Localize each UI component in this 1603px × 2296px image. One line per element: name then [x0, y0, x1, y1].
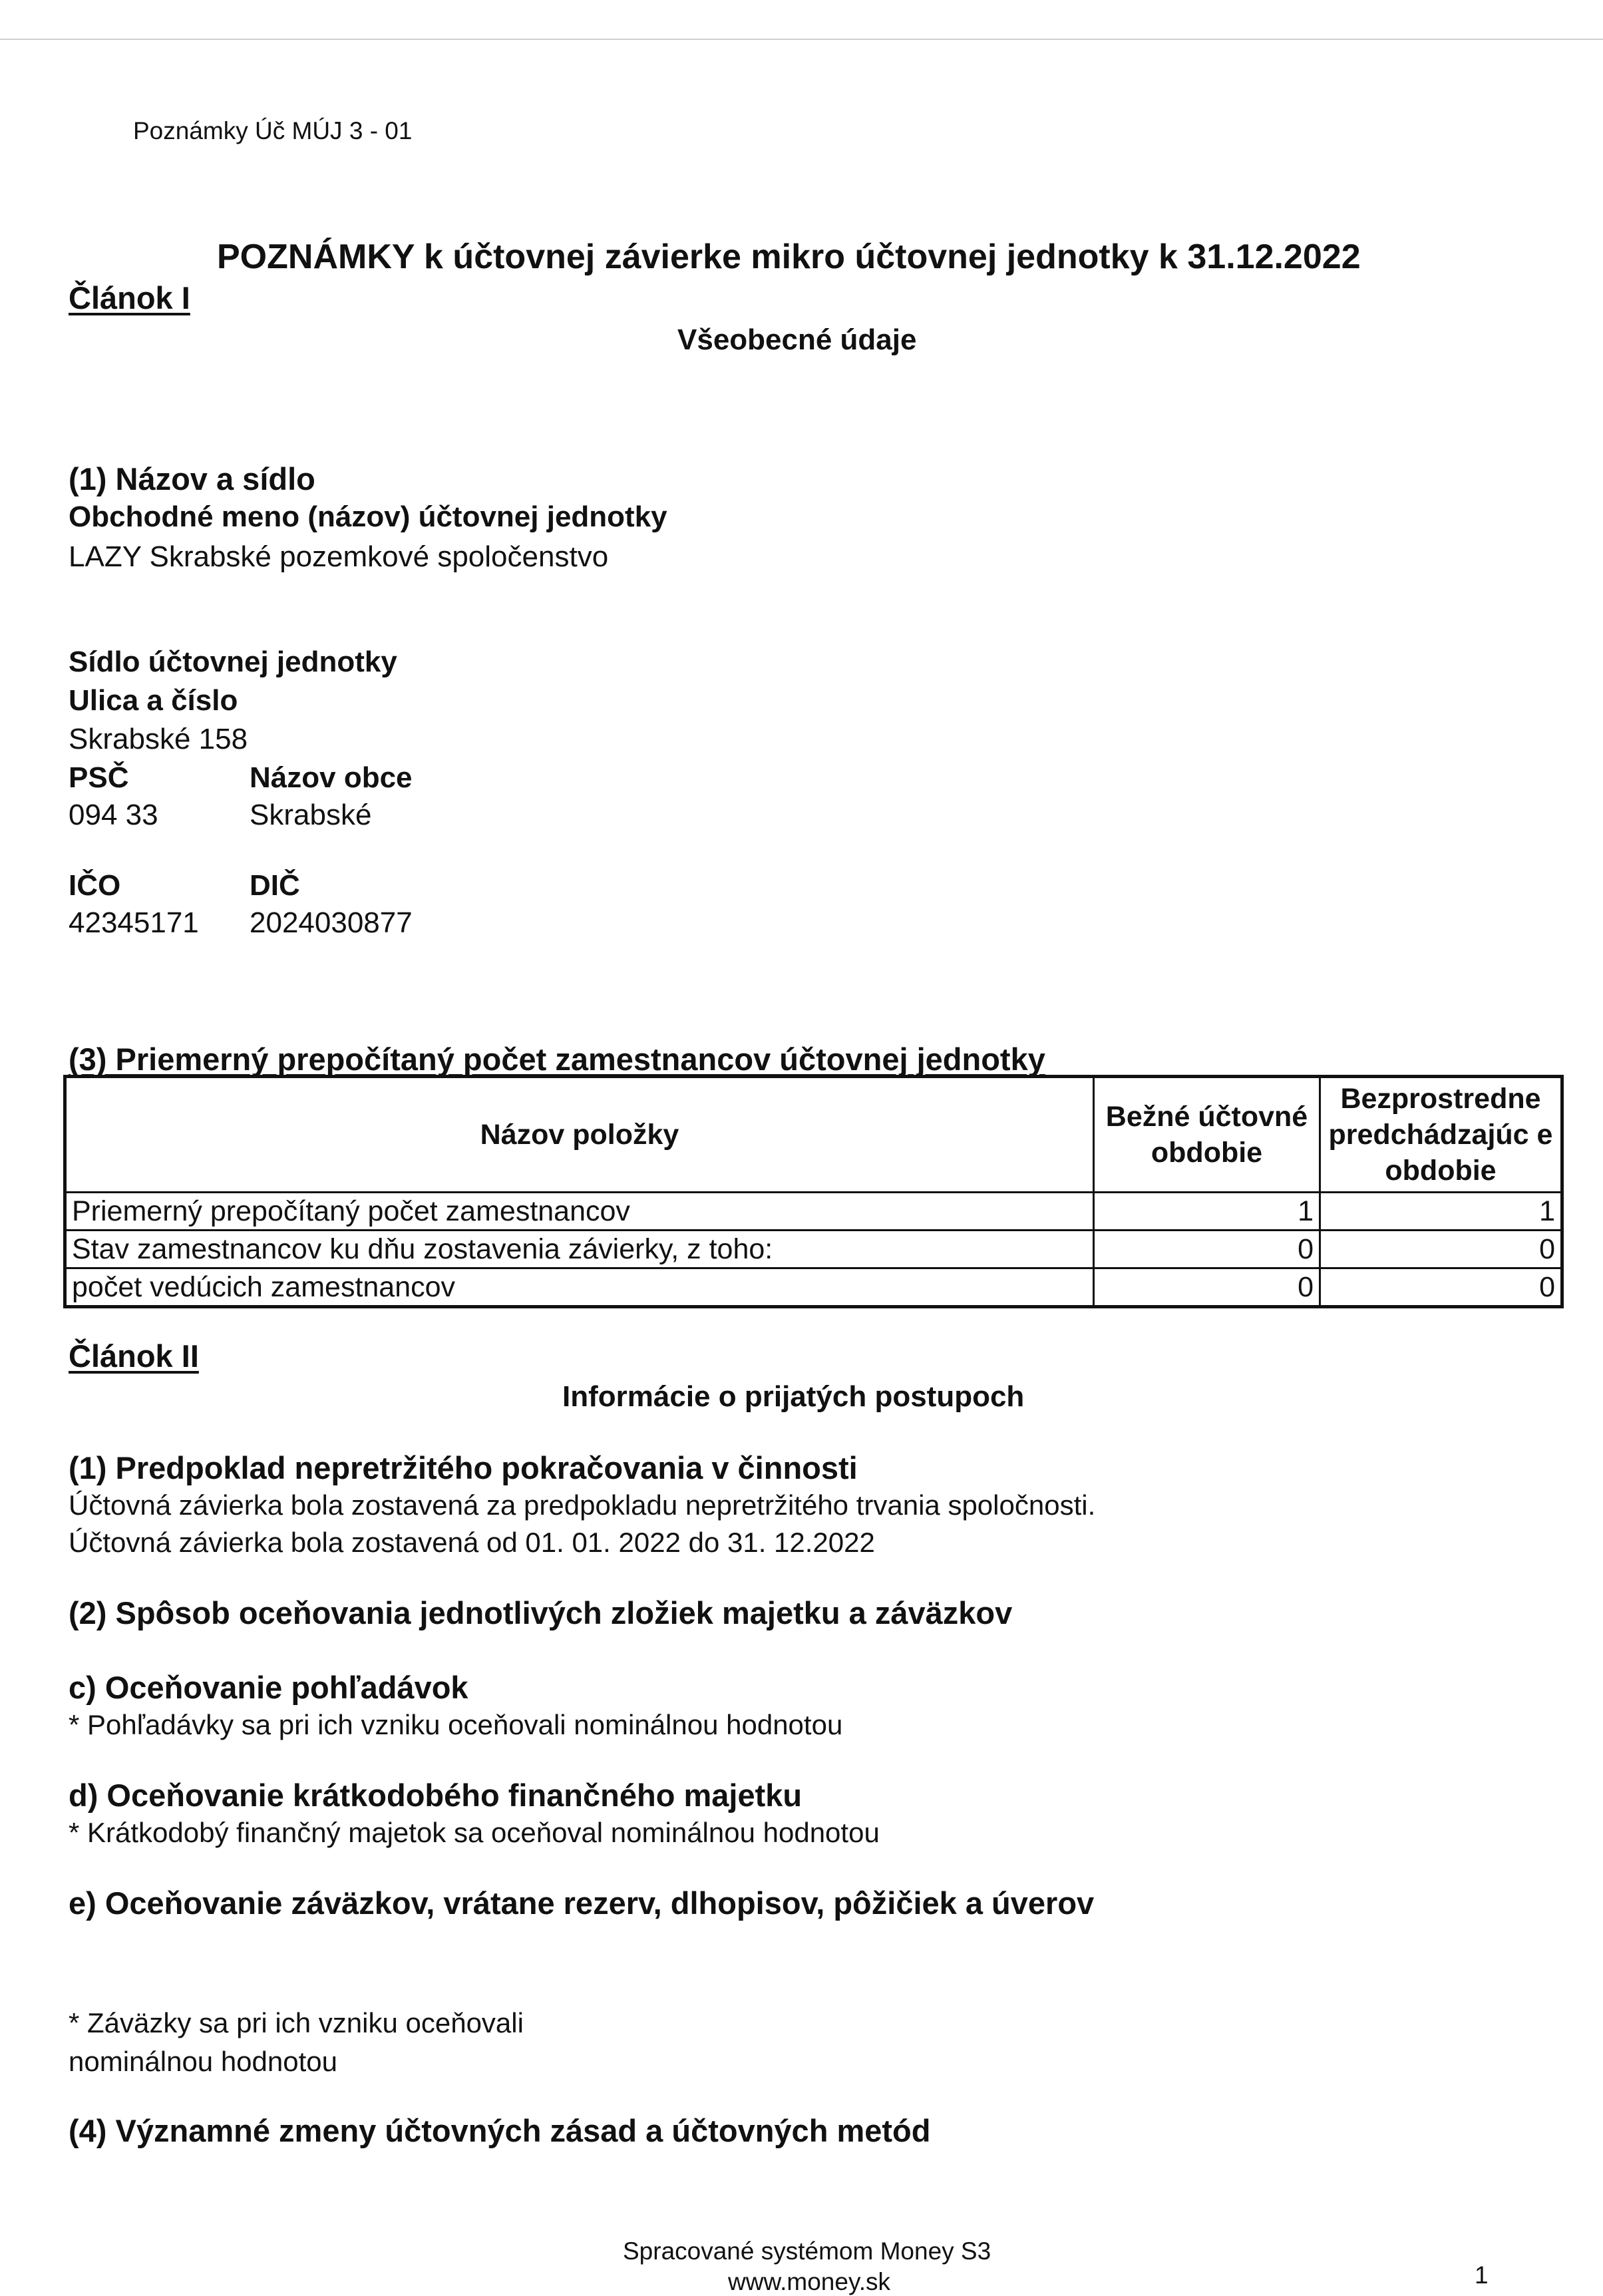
ico-label: IČO	[69, 869, 121, 902]
row-label: Priemerný prepočítaný počet zamestnancov	[65, 1193, 1094, 1231]
dic-label: DIČ	[250, 869, 300, 902]
going-concern-line-1: Účtovná závierka bola zostavená za predpokladu nepretržitého trvania spoločnosti.	[69, 1489, 1096, 1521]
column-header-previous-period: Bezprostredne predchádzajúc e obdobie	[1320, 1077, 1562, 1193]
table-row	[65, 1268, 1562, 1307]
receivables-text: * Pohľadávky sa pri ich vzniku oceňovali nominálnou hodnotou	[69, 1709, 843, 1740]
form-code: Poznámky Úč MÚJ 3 - 01	[133, 117, 413, 144]
valuation-title: (2) Spôsob oceňovania jednotlivých zložiek majetku a záväzkov	[69, 1595, 1013, 1630]
business-name-label: Obchodné meno (názov) účtovnej jednotky	[69, 500, 667, 533]
liabilities-text-1: * Záväzky sa pri ich vzniku oceňovali	[69, 2007, 524, 2038]
business-name-value: LAZY Skrabské pozemkové spoločenstvo	[69, 540, 609, 573]
street-value: Skrabské 158	[69, 723, 248, 755]
dic-value: 2024030877	[250, 906, 413, 939]
town-label: Názov obce	[250, 761, 413, 794]
seat-label: Sídlo účtovnej jednotky	[69, 646, 397, 678]
row-label: počet vedúcich zamestnancov	[65, 1268, 1094, 1307]
psc-label: PSČ	[69, 761, 129, 794]
footer-system: Spracované systémom Money S3	[623, 2237, 991, 2265]
column-header-item: Názov položky	[65, 1077, 1094, 1193]
column-header-current-period: Bežné účtovné obdobie	[1094, 1077, 1320, 1193]
town-value: Skrabské	[250, 799, 372, 831]
row-previous-value: 0	[1320, 1268, 1562, 1307]
table-header-row	[65, 1077, 1562, 1193]
policy-changes-title: (4) Významné zmeny účtovných zásad a účtovných metód	[69, 2113, 931, 2148]
row-current-value: 0	[1094, 1268, 1320, 1307]
document-title: POZNÁMKY k účtovnej závierke mikro účtovnej jednotky k 31.12.2022	[217, 238, 1361, 276]
table-row	[65, 1231, 1562, 1268]
financial-assets-title: d) Oceňovanie krátkodobého finančného majetku	[69, 1778, 802, 1813]
street-label: Ulica a číslo	[69, 684, 238, 717]
row-previous-value: 1	[1320, 1193, 1562, 1231]
psc-value: 094 33	[69, 799, 158, 831]
liabilities-text-2: nominálnou hodnotou	[69, 2046, 338, 2077]
going-concern-title: (1) Predpoklad nepretržitého pokračovania v činnosti	[69, 1450, 858, 1485]
row-previous-value: 0	[1320, 1231, 1562, 1268]
row-current-value: 0	[1094, 1231, 1320, 1268]
article-2-heading: Informácie o prijatých postupoch	[562, 1380, 1025, 1413]
table-row	[65, 1193, 1562, 1231]
going-concern-line-2: Účtovná závierka bola zostavená od 01. 01. 2022 do 31. 12.2022	[69, 1527, 875, 1558]
ico-value: 42345171	[69, 906, 199, 939]
liabilities-title: e) Oceňovanie záväzkov, vrátane rezerv, dlhopisov, pôžičiek a úverov	[69, 1885, 1095, 1921]
receivables-title: c) Oceňovanie pohľadávok	[69, 1670, 468, 1705]
top-rule	[0, 39, 1603, 40]
row-current-value: 1	[1094, 1193, 1320, 1231]
financial-assets-text: * Krátkodobý finančný majetok sa oceňoval nominálnou hodnotou	[69, 1817, 880, 1848]
article-1-label: Článok I	[69, 280, 190, 315]
section-employees-title: (3) Priemerný prepočítaný počet zamestnancov účtovnej jednotky	[69, 1042, 1045, 1077]
section-name-seat-title: (1) Názov a sídlo	[69, 461, 315, 496]
employees-table	[63, 1075, 1564, 1308]
footer-url: www.money.sk	[728, 2268, 890, 2295]
page-number: 1	[1475, 2261, 1489, 2289]
article-2-label: Článok II	[69, 1338, 199, 1374]
row-label: Stav zamestnancov ku dňu zostavenia závierky, z toho:	[65, 1231, 1094, 1268]
article-1-heading: Všeobecné údaje	[677, 323, 917, 356]
